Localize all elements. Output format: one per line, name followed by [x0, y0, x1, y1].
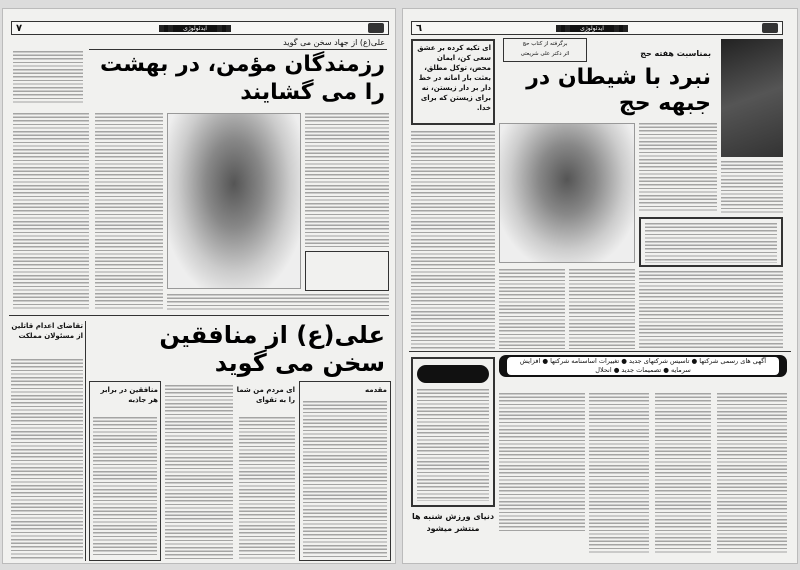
kicker: بمناسبت هفته حج	[640, 49, 711, 58]
ad-column	[589, 393, 649, 553]
divider	[409, 351, 791, 352]
text-column	[303, 401, 387, 557]
headline: نبرد با شیطان در جبهه حج	[526, 65, 711, 116]
ad-column	[499, 393, 585, 533]
newspaper-logo	[368, 23, 384, 33]
text-column	[639, 271, 783, 349]
text-column	[93, 417, 157, 557]
section-label: ایدئولوژی	[556, 25, 628, 32]
kicker: علی(ع) از جهاد سخن می گوید	[283, 38, 385, 47]
sports-notice-line-1: دنیای ورزش شنبه ها	[411, 512, 495, 521]
text-column	[569, 269, 635, 349]
headline-2: علی(ع) از منافقین سخن می گوید	[159, 321, 385, 377]
illustration-devil	[499, 123, 635, 263]
text-column	[639, 123, 717, 213]
left-page	[2, 8, 396, 564]
source-line-1: برگرفته از کتاب حج	[522, 41, 568, 47]
side-headline: تقاضای اعدام قاتلین از مسئولان مملکت	[11, 322, 83, 340]
poem-box	[411, 39, 495, 125]
newspaper-logo	[762, 23, 778, 33]
source-line-2: اثر دکتر علی شریعتی	[520, 51, 570, 57]
ad-column	[655, 393, 711, 553]
text-column	[305, 113, 389, 247]
text-column	[95, 113, 163, 311]
text-column	[499, 269, 565, 349]
section-label: ایدئولوژی	[159, 25, 231, 32]
illustration-warrior	[167, 113, 301, 289]
divider	[85, 321, 86, 561]
portrait-photo	[721, 39, 783, 157]
text-column	[167, 294, 389, 312]
quote-box	[305, 251, 389, 291]
text-column	[13, 113, 89, 311]
text-column	[11, 359, 83, 559]
intro-text	[13, 51, 83, 105]
divider	[9, 315, 389, 316]
ad-column	[717, 393, 787, 553]
ads-banner	[499, 355, 787, 377]
page-number: ٧	[16, 22, 23, 34]
source-box	[503, 38, 587, 62]
ads-banner-text: آگهی های رسمی شرکتها ● تاسیس شرکتهای جدید ● تغییرات اساسنامه شرکتها ● افزایش سرمایه ● تصمیمات جدید ● انحلال	[507, 357, 779, 375]
text-column	[721, 161, 783, 213]
headline: رزمندگان مؤمن، در بهشت را می گشایند	[99, 52, 385, 105]
poem-text: ای تکیه کرده بر عشق سعی کن، ایمان محض، توکل مطلق، بعثت بار امانه در خط دار بر دار زیستن، نه برای زیستن که برای خدا.	[417, 44, 491, 112]
subhead: مقدمه	[365, 386, 387, 394]
right-page	[402, 8, 798, 564]
ad-text	[417, 389, 489, 501]
page-header	[11, 21, 389, 35]
text-column	[645, 223, 777, 263]
page-number: ٦	[416, 22, 423, 34]
sports-notice	[409, 511, 497, 535]
subhead: منافقین در برابر هر جاذبه	[100, 386, 158, 404]
text-column	[239, 417, 295, 561]
sports-notice-line-2: منتشر میشود	[426, 524, 480, 533]
text-column	[411, 131, 495, 349]
phone-ad-header	[417, 365, 489, 383]
divider	[89, 49, 387, 50]
page-header	[411, 21, 783, 35]
text-column	[165, 385, 233, 561]
subhead: ای مردم من شما را به تقوای	[236, 386, 295, 404]
